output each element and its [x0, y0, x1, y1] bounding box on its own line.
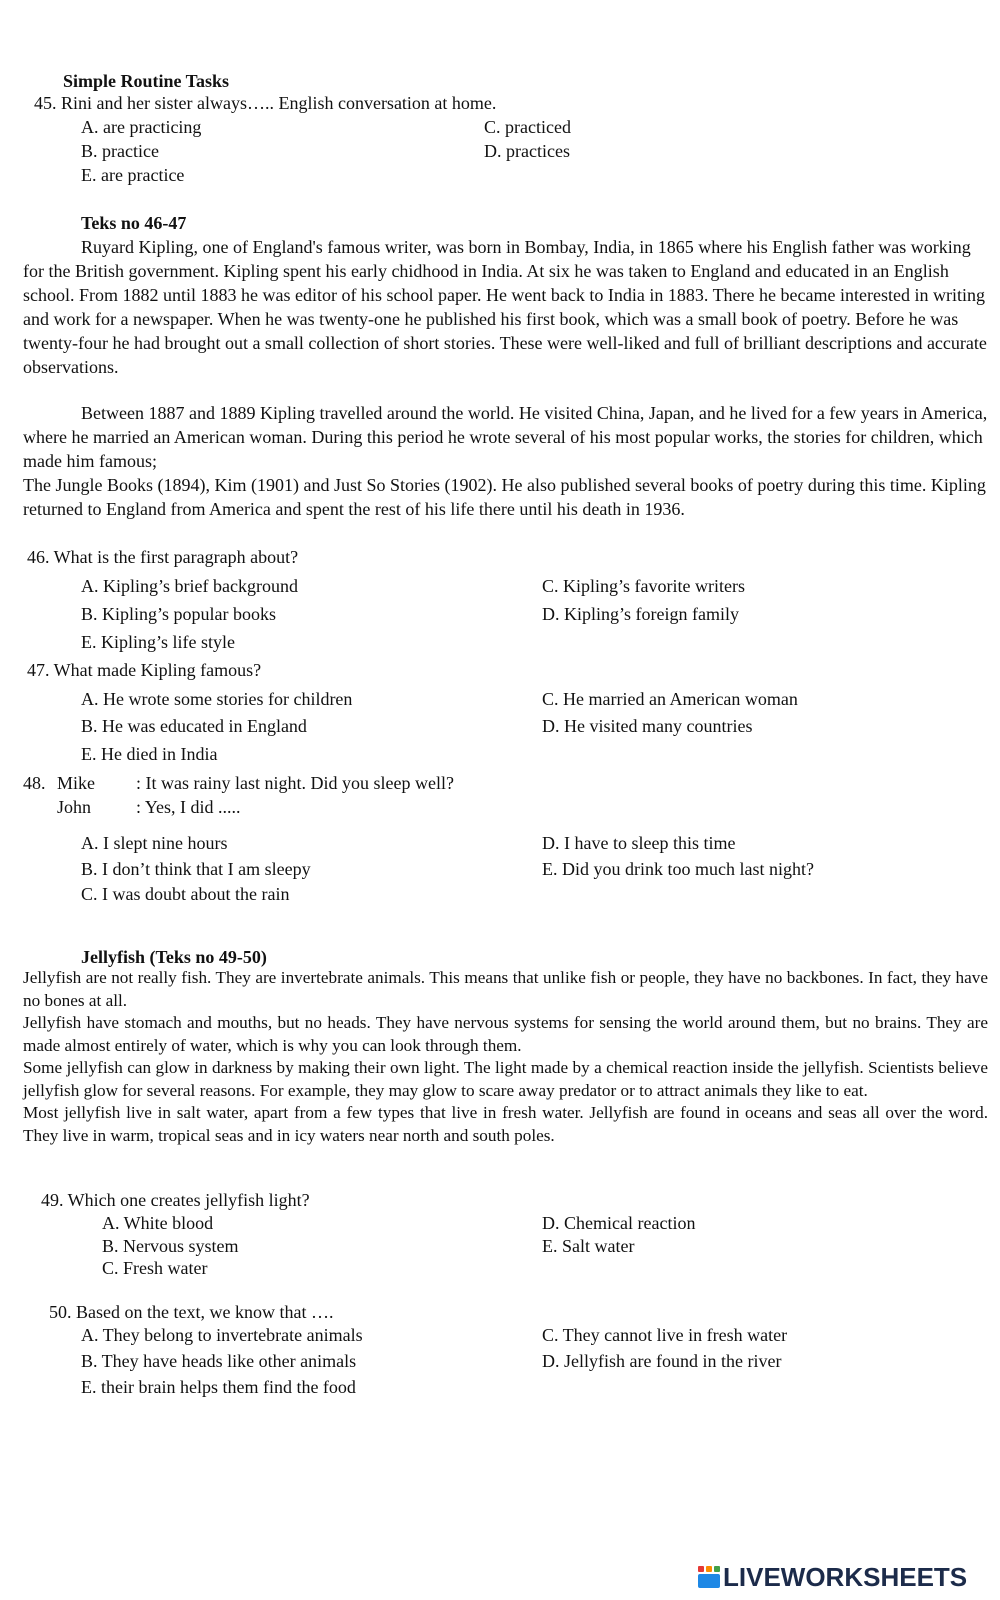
q50-option-e[interactable]: E. their brain helps them find the food: [81, 1377, 356, 1397]
question-47-stem: 47. What made Kipling famous?: [27, 660, 262, 680]
dialog-speaker-mike: Mike: [57, 773, 95, 793]
q48-option-a[interactable]: A. I slept nine hours: [81, 833, 228, 853]
jellyfish-passage: [23, 967, 988, 1147]
section-heading-routine: Simple Routine Tasks: [63, 71, 230, 91]
q45-option-d[interactable]: D. practices: [484, 141, 570, 161]
q47-option-e[interactable]: E. He died in India: [81, 744, 218, 764]
logo-block-blue: [698, 1574, 720, 1588]
q47-option-a[interactable]: A. He wrote some stories for children: [81, 689, 353, 709]
q48-option-e[interactable]: E. Did you drink too much last night?: [542, 859, 814, 879]
q47-option-b[interactable]: B. He was educated in England: [81, 716, 307, 736]
q48-option-b[interactable]: B. I don’t think that I am sleepy: [81, 859, 311, 879]
liveworksheets-logo-icon: [697, 1564, 721, 1590]
q46-option-c[interactable]: C. Kipling’s favorite writers: [542, 576, 745, 596]
kipling-paragraph-1: Ruyard Kipling, one of England's famous writer, was born in Bombay, India, in 1865 where his English father was working for the British government. Kipling spent his early chidhood in India. At six he was taken to England and educated in an English school. From 1882 until 1883 he was editor of his school paper. He went back to India in 1883. There he became interested in writing and work for a newspaper. When he was twenty-one he published his first book, which was a small book of poetry. Before he was twenty-four he had brought out a small collection of short stories. These were well-liked and full of brilliant descriptions and accurate observations.: [23, 237, 987, 377]
q48-option-d[interactable]: D. I have to sleep this time: [542, 833, 736, 853]
question-45-stem: 45. Rini and her sister always….. English conversation at home.: [34, 93, 497, 113]
section-heading-teks-46-47: Teks no 46-47: [81, 213, 187, 233]
q50-option-c[interactable]: C. They cannot live in fresh water: [542, 1325, 788, 1345]
q45-option-b[interactable]: B. practice: [81, 141, 159, 161]
q47-option-c[interactable]: C. He married an American woman: [542, 689, 798, 709]
kipling-paragraph-3: The Jungle Books (1894), Kim (1901) and Just So Stories (1902). He also published several books of poetry during this time. Kipling returned to England from America and spent the rest of his life there until his death in 1936.: [23, 475, 986, 519]
jellyfish-paragraph-4: Most jellyfish live in salt water, apart from a few types that live in fresh water. Jellyfish are found in oceans and seas all over the word. They live in warm, tropical seas and in icy waters near north and south poles.: [23, 1103, 988, 1145]
q48-option-c[interactable]: C. I was doubt about the rain: [81, 884, 290, 904]
q50-option-d[interactable]: D. Jellyfish are found in the river: [542, 1351, 782, 1371]
q50-option-b[interactable]: B. They have heads like other animals: [81, 1351, 357, 1371]
jellyfish-paragraph-3: Some jellyfish can glow in darkness by making their own light. The light made by a chemical reaction inside the jellyfish. Scientists believe jellyfish glow for several reasons. For example, they may glow to scare away predator or to attract animals they like to eat.: [23, 1058, 988, 1100]
q45-option-e[interactable]: E. are practice: [81, 165, 185, 185]
logo-block-orange: [706, 1566, 712, 1572]
logo-block-green: [714, 1566, 720, 1572]
jellyfish-paragraph-2: Jellyfish have stomach and mouths, but no heads. They have nervous systems for sensing the world around them, but no brains. They are made almost entirely of water, which is why you can look through them.: [23, 1013, 988, 1055]
question-48-number: 48.: [23, 773, 46, 793]
dialog-speaker-john: John: [57, 797, 92, 817]
question-46-stem: 46. What is the first paragraph about?: [27, 547, 299, 567]
q46-option-b[interactable]: B. Kipling’s popular books: [81, 604, 277, 624]
q49-option-c[interactable]: C. Fresh water: [102, 1258, 208, 1278]
question-49-stem: 49. Which one creates jellyfish light?: [41, 1190, 310, 1210]
q49-option-b[interactable]: B. Nervous system: [102, 1236, 239, 1256]
dialog-line-john: : Yes, I did .....: [136, 797, 241, 817]
jellyfish-paragraph-1: Jellyfish are not really fish. They are invertebrate animals. This means that unlike fish or people, they have no backbones. In fact, they have no bones at all.: [23, 968, 988, 1010]
kipling-paragraph-2: Between 1887 and 1889 Kipling travelled around the world. He visited China, Japan, and he lived for a few years in America, where he married an American woman. During this period he wrote several of his most popular works, the stories for children, which made him famous;: [23, 403, 988, 471]
q45-option-c[interactable]: C. practiced: [484, 117, 571, 137]
q46-option-a[interactable]: A. Kipling’s brief background: [81, 576, 298, 596]
section-heading-jellyfish: Jellyfish (Teks no 49-50): [81, 947, 267, 967]
q45-option-a[interactable]: A. are practicing: [81, 117, 202, 137]
q49-option-a[interactable]: A. White blood: [102, 1213, 214, 1233]
q50-option-a[interactable]: A. They belong to invertebrate animals: [81, 1325, 363, 1345]
q46-option-d[interactable]: D. Kipling’s foreign family: [542, 604, 739, 624]
question-50-stem: 50. Based on the text, we know that ….: [49, 1302, 334, 1322]
q47-option-d[interactable]: D. He visited many countries: [542, 716, 753, 736]
liveworksheets-logo: [697, 1562, 967, 1592]
q49-option-d[interactable]: D. Chemical reaction: [542, 1213, 696, 1233]
dialog-line-mike: : It was rainy last night. Did you sleep well?: [136, 773, 454, 793]
logo-block-red: [698, 1566, 704, 1572]
kipling-passage-continued: [23, 401, 988, 521]
liveworksheets-brand-text: LIVEWORKSHEETS: [723, 1561, 968, 1592]
q49-option-e[interactable]: E. Salt water: [542, 1236, 635, 1256]
kipling-passage: [23, 235, 988, 379]
q46-option-e[interactable]: E. Kipling’s life style: [81, 632, 235, 652]
